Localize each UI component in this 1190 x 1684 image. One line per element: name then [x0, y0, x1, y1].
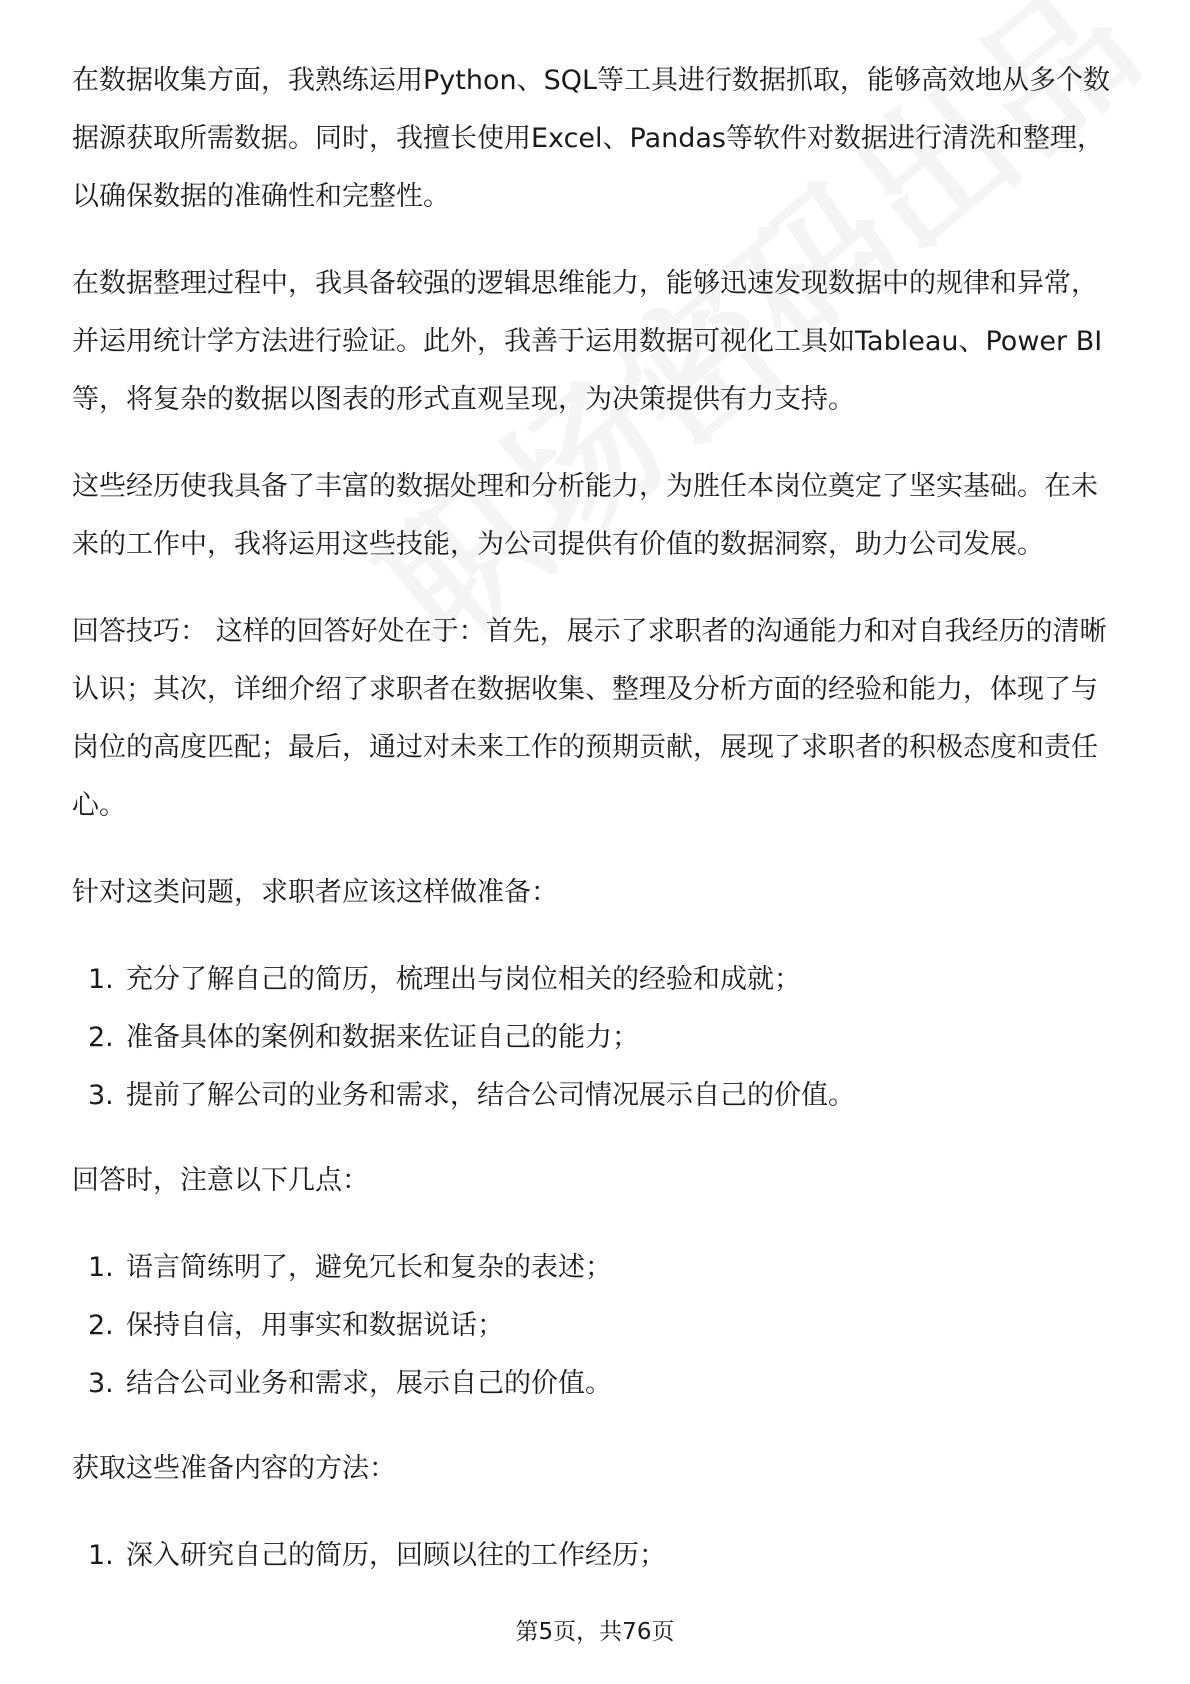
- list-number: 2.: [88, 1310, 114, 1341]
- preparation-list: [72, 951, 1118, 1125]
- list-item: [88, 1355, 1118, 1413]
- list-number: 2.: [88, 1022, 114, 1053]
- list-item-text: 充分了解自己的简历，梳理出与岗位相关的经验和成就；: [126, 964, 801, 995]
- page-footer: 第5页，共76页: [515, 1619, 675, 1645]
- heading-methods: 获取这些准备内容的方法：: [72, 1453, 396, 1484]
- heading-preparation: 针对这类问题，求职者应该这样做准备：: [72, 877, 558, 908]
- document-body: [72, 52, 1118, 1612]
- list-item: [88, 1297, 1118, 1355]
- list-item-text: 提前了解公司的业务和需求，结合公司情况展示自己的价值。: [126, 1080, 855, 1111]
- list-item: [88, 1527, 1118, 1585]
- paragraph-data-organization: 在数据整理过程中，我具备较强的逻辑思维能力，能够迅速发现数据中的规律和异常，并运用统计学方法进行验证。此外，我善于运用数据可视化工具如Tableau、Power BI等，将复杂的数据以图表的形式直观呈现，为决策提供有力支持。: [72, 268, 1103, 415]
- list-number: 1.: [88, 1252, 114, 1283]
- list-item: [88, 1009, 1118, 1067]
- list-item: [88, 951, 1118, 1009]
- list-number: 1.: [88, 1540, 114, 1571]
- list-item-text: 语言简练明了，避免冗长和复杂的表述；: [126, 1252, 612, 1283]
- list-item-text: 准备具体的案例和数据来佐证自己的能力；: [126, 1022, 639, 1053]
- list-item-text: 结合公司业务和需求，展示自己的价值。: [126, 1368, 612, 1399]
- list-item: [88, 1239, 1118, 1297]
- list-number: 3.: [88, 1080, 114, 1111]
- answer-notes-list: [72, 1239, 1118, 1413]
- paragraph-experience-summary: 这些经历使我具备了丰富的数据处理和分析能力，为胜任本岗位奠定了坚实基础。在未来的工作中，我将运用这些技能，为公司提供有价值的数据洞察，助力公司发展。: [72, 471, 1098, 560]
- list-item-text: 深入研究自己的简历，回顾以往的工作经历；: [126, 1540, 666, 1571]
- list-item-text: 保持自信，用事实和数据说话；: [126, 1310, 504, 1341]
- list-item: [88, 1067, 1118, 1125]
- list-number: 1.: [88, 964, 114, 995]
- list-number: 3.: [88, 1368, 114, 1399]
- heading-answer-notes: 回答时，注意以下几点：: [72, 1165, 369, 1196]
- methods-list: [72, 1527, 1118, 1585]
- paragraph-answer-tips: 回答技巧： 这样的回答好处在于：首先，展示了求职者的沟通能力和对自我经历的清晰认识；其次，详细介绍了求职者在数据收集、整理及分析方面的经验和能力，体现了与岗位的高度匹配；最后，通过对未来工作的预期贡献，展现了求职者的积极态度和责任心。: [72, 616, 1107, 821]
- paragraph-data-collection: 在数据收集方面，我熟练运用Python、SQL等工具进行数据抓取，能够高效地从多个数据源获取所需数据。同时，我擅长使用Excel、Pandas等软件对数据进行清洗和整理，以确保数据的准确性和完整性。: [72, 65, 1111, 212]
